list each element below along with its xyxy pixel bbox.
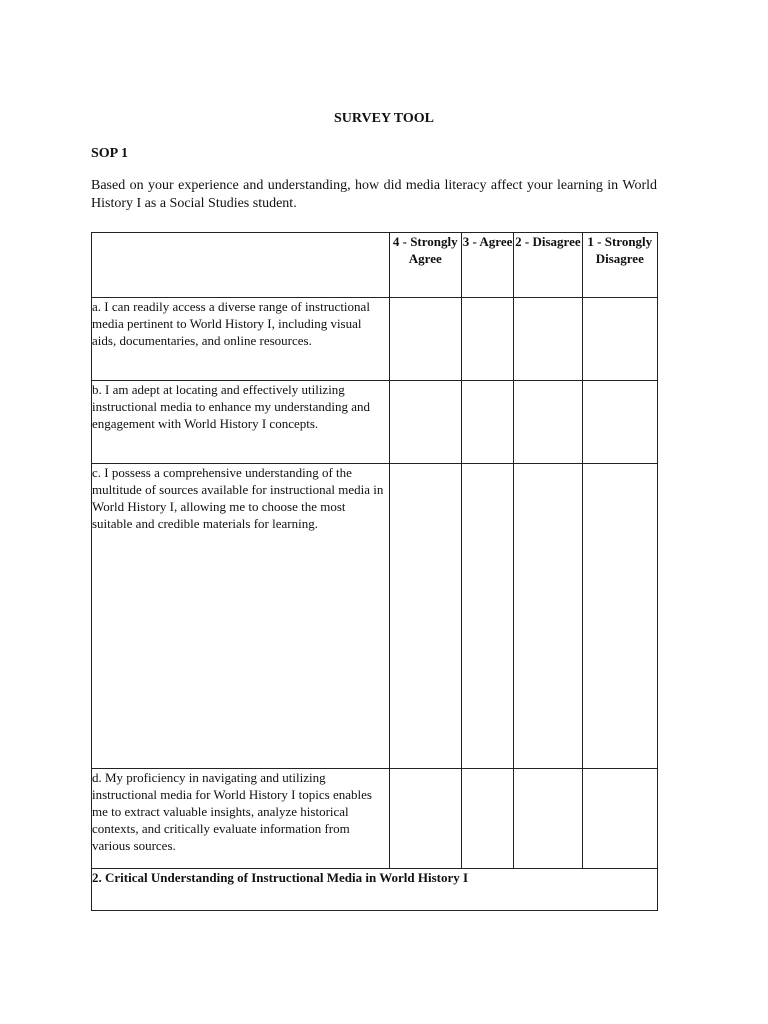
rating-cell-agree[interactable]: [461, 381, 513, 464]
statement-b: b. I am adept at locating and effectively utilizing instructional media to enhance my understanding and engagement with World History I concepts.: [92, 381, 390, 464]
statement-c: c. I possess a comprehensive understanding of the multitude of sources available for instructional media in World History I, allowing me to choose the most suitable and credible materials for learning.: [92, 464, 390, 769]
rating-cell-disagree[interactable]: [514, 464, 582, 769]
rating-cell-strongly-agree[interactable]: [389, 298, 461, 381]
header-disagree: 2 - Disagree: [514, 233, 582, 298]
header-row: [92, 233, 658, 298]
rating-cell-disagree[interactable]: [514, 769, 582, 869]
table-row: [92, 769, 658, 869]
section-heading: SOP 1: [91, 146, 128, 161]
rating-cell-strongly-disagree[interactable]: [582, 298, 657, 381]
rating-cell-disagree[interactable]: [514, 298, 582, 381]
table-row: [92, 464, 658, 769]
rating-cell-strongly-agree[interactable]: [389, 381, 461, 464]
statement-d: d. My proficiency in navigating and utilizing instructional media for World History I topics enables me to extract valuable insights, analyze historical contexts, and critically evaluate information from various sources.: [92, 769, 390, 869]
rating-cell-disagree[interactable]: [514, 381, 582, 464]
rating-cell-agree[interactable]: [461, 298, 513, 381]
rating-cell-agree[interactable]: [461, 769, 513, 869]
statement-header-cell: [92, 233, 390, 298]
rating-cell-agree[interactable]: [461, 464, 513, 769]
header-strongly-agree: 4 - Strongly Agree: [389, 233, 461, 298]
section-2-heading: 2. Critical Understanding of Instructional Media in World History I: [92, 869, 658, 911]
header-agree: 3 - Agree: [461, 233, 513, 298]
survey-question: Based on your experience and understanding, how did media literacy affect your learning in World History I as a Social Studies student.: [91, 178, 657, 211]
survey-table: [91, 232, 658, 911]
rating-cell-strongly-disagree[interactable]: [582, 464, 657, 769]
table-row: [92, 298, 658, 381]
statement-a: a. I can readily access a diverse range of instructional media pertinent to World History I, including visual aids, documentaries, and online resources.: [92, 298, 390, 381]
table-row: [92, 381, 658, 464]
document-title: SURVEY TOOL: [333, 111, 434, 126]
section-footer-row: [92, 869, 658, 911]
rating-cell-strongly-agree[interactable]: [389, 464, 461, 769]
rating-cell-strongly-agree[interactable]: [389, 769, 461, 869]
rating-cell-strongly-disagree[interactable]: [582, 769, 657, 869]
rating-cell-strongly-disagree[interactable]: [582, 381, 657, 464]
header-strongly-disagree: 1 - Strongly Disagree: [582, 233, 657, 298]
